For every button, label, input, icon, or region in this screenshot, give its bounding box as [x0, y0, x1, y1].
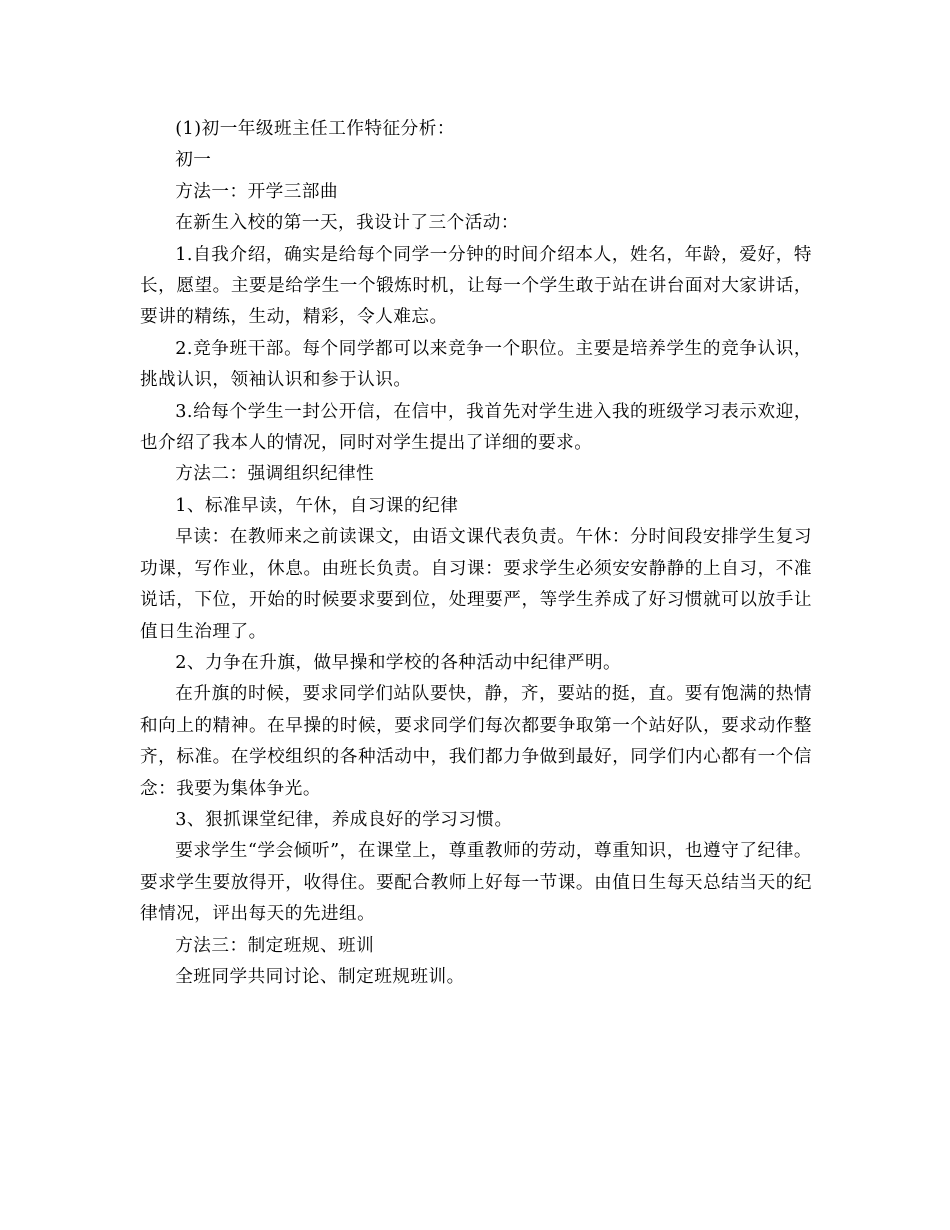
paragraph-method-three-heading: 方法三：制定班规、班训	[175, 935, 375, 956]
paragraph-activity-3: 3.给每个学生一封公开信，在信中，我首先对学生进入我的班级学习表示欢迎，也介绍了我本人的情况，同时对学生提出了详细的要求。	[140, 401, 812, 454]
paragraph-section-heading: (1)初一年级班主任工作特征分析：	[175, 119, 455, 139]
paragraph-discipline-1-heading: 1、标准早读，午休，自习课的纪律	[175, 495, 459, 516]
paragraph-intro: 在新生入校的第一天，我设计了三个活动：	[175, 213, 519, 234]
document-body	[140, 114, 812, 993]
paragraph-discipline-3-body: 要求学生“学会倾听”，在课堂上，尊重教师的劳动，尊重知识，也遵守了纪律。要求学生要放得开，收得住。要配合教师上好每一节课。由值日生每天总结当天的纪律情况，评出每天的先进组。	[140, 841, 812, 925]
paragraph-discipline-2-heading: 2、力争在升旗，做早操和学校的各种活动中纪律严明。	[175, 652, 622, 673]
paragraph-discipline-3-heading: 3、狠抓课堂纪律，养成良好的学习习惯。	[175, 809, 513, 830]
paragraph-grade: 初一	[175, 150, 212, 171]
paragraph-activity-2: 2.竞争班干部。每个同学都可以来竞争一个职位。主要是培养学生的竞争认识，挑战认识，领袖认识和参于认识。	[140, 338, 812, 391]
paragraph-method-three-body: 全班同学共同讨论、制定班规班训。	[175, 966, 465, 987]
paragraph-method-two-heading: 方法二：强调组织纪律性	[175, 464, 375, 485]
paragraph-activity-1: 1.自我介绍，确实是给每个同学一分钟的时间介绍本人，姓名，年龄，爱好，特长，愿望。主要是给学生一个锻炼时机，让每一个学生敢于站在讲台面对大家讲话，要讲的精练，生动，精彩，令人难忘。	[140, 244, 812, 328]
paragraph-discipline-2-body: 在升旗的时候，要求同学们站队要快，静，齐，要站的挺，直。要有饱满的热情和向上的精神。在早操的时候，要求同学们每次都要争取第一个站好队，要求动作整齐，标准。在学校组织的各种活动中，我们都力争做到最好，同学们内心都有一个信念：我要为集体争光。	[140, 684, 812, 799]
paragraph-discipline-1-body: 早读：在教师来之前读课文，由语文课代表负责。午休：分时间段安排学生复习功课，写作业，休息。由班长负责。自习课：要求学生必须安安静静的上自习，不准说话，下位，开始的时候要求要到位，处理要严，等学生养成了好习惯就可以放手让值日生治理了。	[140, 527, 812, 642]
paragraph-method-one-heading: 方法一：开学三部曲	[175, 181, 339, 202]
